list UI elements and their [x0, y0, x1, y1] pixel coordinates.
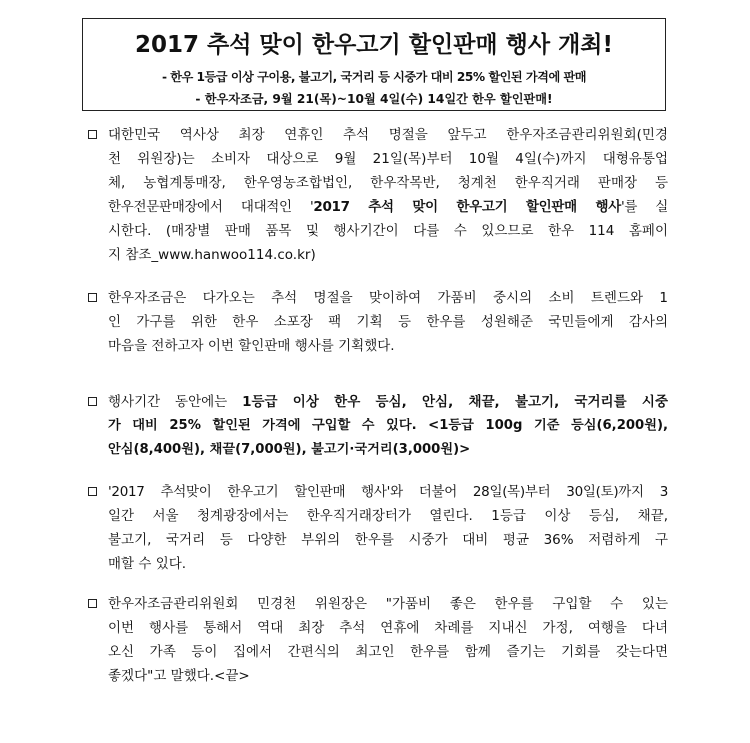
square-bullet-icon — [88, 293, 97, 302]
square-bullet-icon — [88, 599, 97, 608]
text-line: 지 참조_www.hanwoo114.co.kr) — [108, 247, 316, 263]
text-segment: '를 실 — [620, 199, 668, 215]
text-line: 인 가구를 위한 한우 소포장 팩 기획 등 한우를 성원해준 국민들에게 감사의 — [108, 314, 668, 330]
press-release-header — [82, 18, 666, 111]
page-title: 2017 추석 맞이 한우고기 할인판매 행사 개최! — [134, 32, 614, 58]
text-line: 한우자조금관리위원회 민경천 위원장은 "가품비 좋은 한우를 구입할 수 있는 — [108, 596, 668, 612]
text-line: 이번 행사를 통해서 역대 최장 추석 연휴에 차례를 지내신 가정, 여행을 다녀 — [108, 620, 668, 636]
price-emphasis: 1등급 이상 한우 등심, 안심, 채끝, 불고기, 국거리를 시중 — [242, 394, 668, 410]
text-line: 대한민국 역사상 최장 연휴인 추석 명절을 앞두고 한우자조금관리위원회(민경 — [108, 127, 668, 143]
text-segment: 한우전문판매장에서 대대적인 ' — [108, 199, 314, 215]
text-line: 불고기, 국거리 등 다양한 부위의 한우를 시중가 대비 평균 36% 저렴하게 구 — [108, 532, 668, 548]
text-line: 좋겠다"고 말했다.<끝> — [108, 668, 250, 684]
text-line: 가 대비 25% 할인된 가격에 구입할 수 있다. <1등급 100g 기준 등심(6,200원), — [108, 418, 668, 433]
text-line: 매할 수 있다. — [108, 556, 187, 572]
square-bullet-icon — [88, 487, 97, 496]
text-segment: 행사기간 동안에는 — [108, 394, 243, 410]
text-line: 마음을 전하고자 이번 할인판매 행사를 기획했다. — [108, 338, 395, 354]
event-name-emphasis: 2017 추석 맞이 한우고기 할인판매 행사 — [313, 199, 621, 215]
text-line: 천 위원장)는 소비자 대상으로 9월 21일(목)부터 10월 4일(수)까지 대형유통업 — [108, 151, 668, 167]
text-line: 오신 가족 등이 집에서 간편식의 최고인 한우를 함께 즐기는 기회를 갖는다면 — [108, 644, 668, 660]
subtitle-discount: - 한우 1등급 이상 구이용, 불고기, 국거리 등 시중가 대비 25% 할인된 가격에 판매 — [161, 70, 587, 84]
square-bullet-icon — [88, 130, 97, 139]
text-line — [108, 199, 668, 223]
text-line: 체, 농협계통매장, 한우영농조합법인, 한우작목반, 청계천 한우직거래 판매장 등 — [108, 175, 668, 191]
text-line: '2017 추석맞이 한우고기 할인판매 행사'와 더불어 28일(목)부터 30일(토)까지 3 — [108, 484, 668, 500]
text-line: 한우자조금은 다가오는 추석 명절을 맞이하여 가품비 중시의 소비 트렌드와 1 — [108, 290, 668, 306]
text-line: 시한다. (매장별 판매 품목 및 행사기간이 다를 수 있으므로 한우 114 홈페이 — [108, 223, 668, 239]
text-line: 일간 서울 청계광장에서는 한우직거래장터가 열린다. 1등급 이상 등심, 채끝, — [108, 508, 668, 524]
square-bullet-icon — [88, 397, 97, 406]
subtitle-period: - 한우자조금, 9월 21(목)~10월 4일(수) 14일간 한우 할인판매! — [195, 92, 553, 106]
text-line: 안심(8,400원), 채끝(7,000원), 불고기·국거리(3,000원)> — [108, 442, 471, 457]
text-line — [108, 394, 668, 418]
